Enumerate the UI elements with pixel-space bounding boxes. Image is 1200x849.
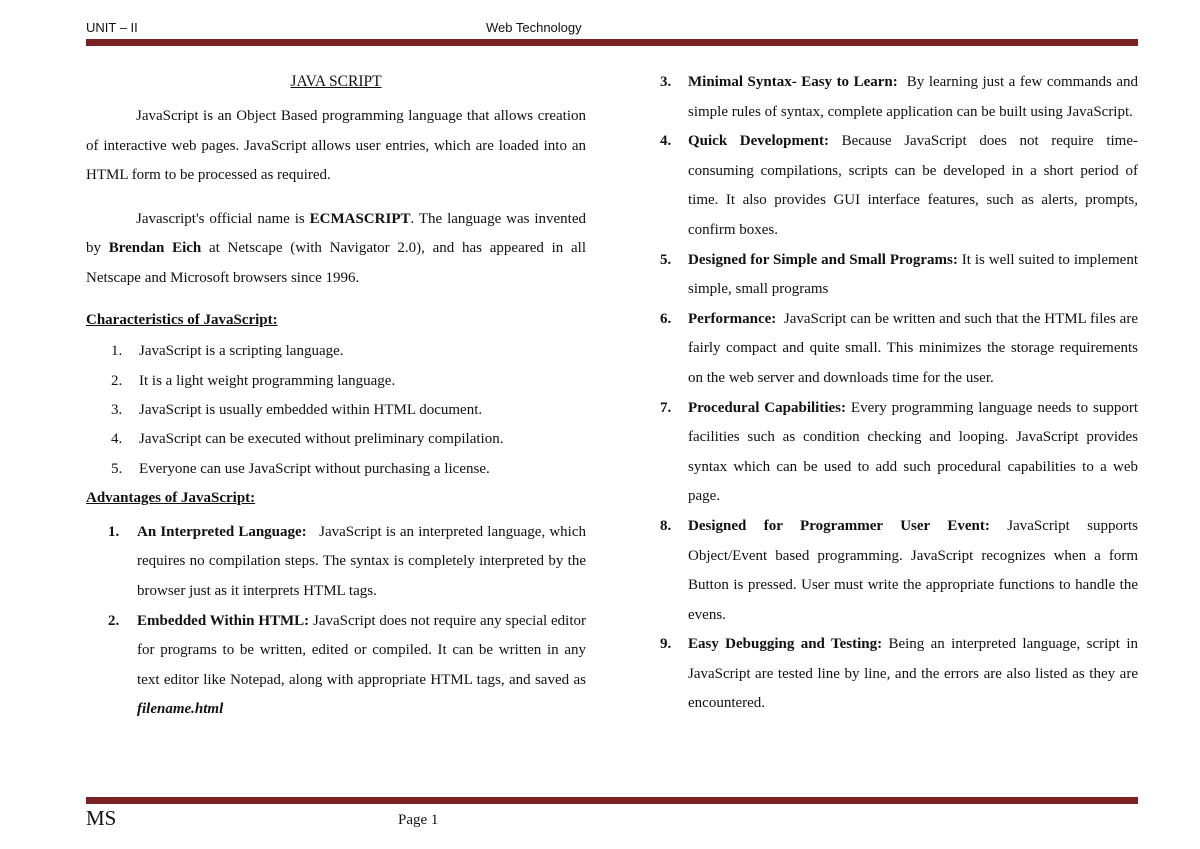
list-item: 4. Quick Development: Because JavaScript does not require time-consuming compilations, scripts can be developed in a short period of time. It also provides GUI interface features, such as alerts, prompts, confirm boxes. [660, 133, 1138, 238]
list-item: 2. Embedded Within HTML: JavaScript does not require any special editor for programs to be written, edited or compiled. It can be written in any text editor like Notepad, along with appropriate HTML tags, and saved as filename.html [108, 612, 586, 718]
characteristics-heading: Characteristics of JavaScript: [86, 311, 278, 328]
left-column [86, 68, 586, 725]
subject-label: Web Technology [486, 20, 582, 35]
list-item: 9. Easy Debugging and Testing: Being an interpreted language, script in JavaScript are tested line by line, and the errors are also listed as they are encountered. [660, 636, 1138, 712]
list-item: 1. JavaScript is a scripting language. [111, 343, 344, 360]
list-item: 7. Procedural Capabilities: Every programming language needs to support facilities such as condition checking and looping. JavaScript provides syntax which can be used to add such procedural capabilities to a web page. [660, 399, 1139, 505]
page-number: Page 1 [398, 812, 439, 828]
list-item: 3. JavaScript is usually embedded within HTML document. [111, 401, 483, 418]
list-item: 1. An Interpreted Language: JavaScript is an interpreted language, which requires no compilation steps. The syntax is completely interpreted by the browser just as it interprets HTML tags. [108, 523, 587, 599]
characteristics-list [86, 337, 586, 484]
page-header [86, 20, 1138, 40]
official-name: ECMASCRIPT [309, 210, 411, 227]
official-name-paragraph: Javascript's official name is ECMASCRIPT. The language was invented by Brendan Eich at Netscape (with Navigator 2.0), and has appeared in all Netscape and Microsoft browsers since 1996. [86, 210, 587, 286]
list-item: 8. Designed for Programmer User Event: JavaScript supports Object/Event based programming. JavaScript recognizes when a form Button is pressed. User must write the appropriate functions to handle the evens. [660, 517, 1139, 623]
advantages-list-continued [660, 68, 1139, 719]
list-item: 2. It is a light weight programming language. [111, 372, 396, 389]
header-rule [86, 39, 1138, 46]
unit-label: UNIT – II [86, 20, 138, 35]
advantages-list [86, 518, 586, 725]
list-item: 6. Performance: JavaScript can be written and such that the HTML files are fairly compact and quite small. This minimizes the storage requirements on the web server and downloads time for the user. [660, 310, 1138, 386]
document-title: JAVA SCRIPT [290, 73, 382, 90]
author-initials: MS [86, 806, 117, 830]
intro-paragraph: JavaScript is an Object Based programming language that allows creation of interactive web pages. JavaScript allows user entries, which are loaded into an HTML form to be processed as required. [86, 108, 586, 184]
inventor-name: Brendan Eich [108, 240, 202, 257]
list-item: 5. Designed for Simple and Small Programs: It is well suited to implement simple, small programs [660, 251, 1138, 298]
advantages-heading: Advantages of JavaScript: [86, 490, 256, 507]
list-item: 4. JavaScript can be executed without preliminary compilation. [111, 431, 504, 448]
list-item: 3. Minimal Syntax- Easy to Learn: By learning just a few commands and simple rules of syntax, complete application can be built using JavaScript. [660, 74, 1139, 120]
right-column [660, 68, 1139, 719]
footer-rule [86, 797, 1138, 804]
list-item: 5. Everyone can use JavaScript without purchasing a license. [111, 460, 490, 477]
filename-text: filename.html [137, 701, 224, 718]
